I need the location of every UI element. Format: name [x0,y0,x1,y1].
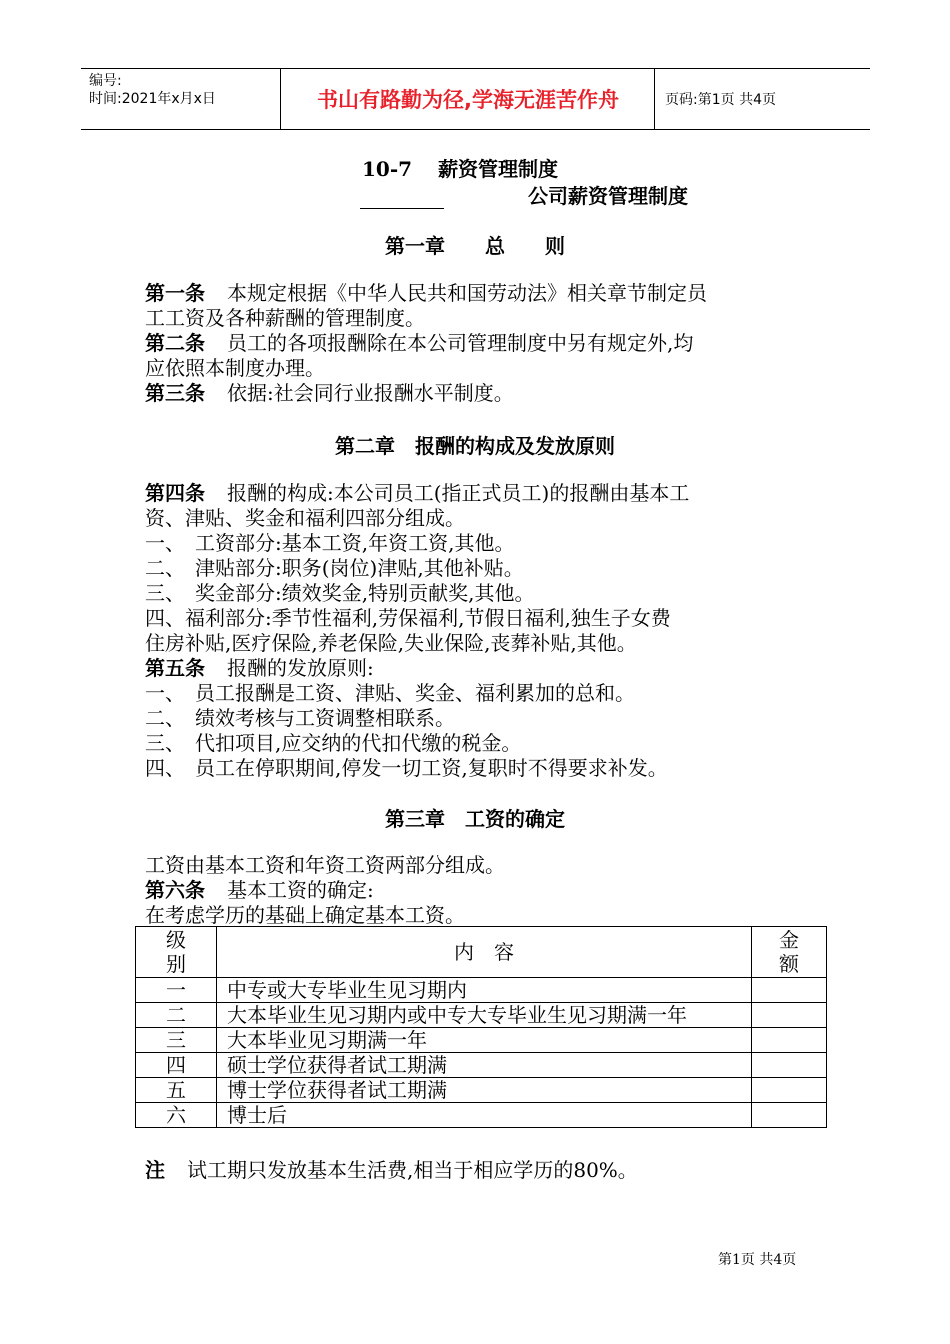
article-label: 第五条 [145,656,205,680]
table-row [136,1028,827,1053]
article-text: 员工的各项报酬除在本公司管理制度中另有规定外,均 [227,331,694,355]
content-cell: 博士后 [217,1103,752,1128]
article-text: 报酬的构成:本公司员工(指正式员工)的报酬由基本工 [227,481,690,505]
header-motto: 书山有路勤为径,学海无涯苦作舟 [282,69,655,129]
title-sub: 公司薪资管理制度 [528,184,688,208]
chapter-1-body [145,281,810,406]
chapter-1-heading: 第一章 总 则 [385,234,565,258]
list-item: 四、 员工在停职期间,停发一切工资,复职时不得要求补发。 [145,756,668,780]
title-main: 薪资管理制度 [438,157,559,181]
header-meta [81,69,281,129]
number-label: 编号: [89,73,122,89]
article-label: 第六条 [145,878,205,902]
list-item: 住房补贴,医疗保险,养老保险,失业保险,丧葬补贴,其他。 [145,631,637,655]
list-item: 二、 津贴部分:职务(岗位)津贴,其他补贴。 [145,556,524,580]
header-content: 内 容 [217,927,752,978]
header-level: 级 别 [136,927,217,978]
time-label: 时间:2021年x月x日 [89,91,216,107]
salary-table [135,926,827,1128]
note-label: 注 [145,1158,165,1182]
list-item: 一、 员工报酬是工资、津贴、奖金、福利累加的总和。 [145,681,635,705]
content-cell: 博士学位获得者试工期满 [217,1078,752,1103]
article-label: 第二条 [145,331,205,355]
amount-cell [752,1103,827,1128]
chapter-3-body [145,853,810,928]
table-header-row [136,927,827,978]
level-cell: 六 [136,1103,217,1128]
amount-cell [752,1053,827,1078]
article-label: 第一条 [145,281,205,305]
table-row [136,978,827,1003]
table-row [136,1053,827,1078]
level-cell: 五 [136,1078,217,1103]
article-text: 在考虑学历的基础上确定基本工资。 [145,903,465,927]
article-text: 基本工资的确定: [227,878,374,902]
table-row [136,1003,827,1028]
amount-cell [752,1028,827,1053]
article-text: 工工资及各种薪酬的管理制度。 [145,306,425,330]
level-cell: 三 [136,1028,217,1053]
list-item: 三、 代扣项目,应交纳的代扣代缴的税金。 [145,731,522,755]
article-label: 第三条 [145,381,205,405]
amount-cell [752,978,827,1003]
article-3 [145,381,810,406]
level-cell: 二 [136,1003,217,1028]
header-amount: 金 额 [752,927,827,978]
article-label: 第四条 [145,481,205,505]
document-title [362,153,558,182]
page-header [81,68,870,130]
list-item: 二、 绩效考核与工资调整相联系。 [145,706,455,730]
list-item: 一、 工资部分:基本工资,年资工资,其他。 [145,531,515,555]
chapter-2-body [145,481,810,781]
article-2 [145,331,810,381]
article-text: 资、津贴、奖金和福利四部分组成。 [145,506,465,530]
article-text: 报酬的发放原则: [227,656,374,680]
article-1 [145,281,810,331]
list-item: 三、 奖金部分:绩效奖金,特别贡献奖,其他。 [145,581,535,605]
content-cell: 大本毕业生见习期内或中专大专毕业生见习期满一年 [217,1003,752,1028]
level-cell: 一 [136,978,217,1003]
chapter-2-heading: 第二章 报酬的构成及发放原则 [335,434,615,458]
content-cell: 大本毕业见习期满一年 [217,1028,752,1053]
content-cell: 硕士学位获得者试工期满 [217,1053,752,1078]
table-row [136,1078,827,1103]
article-text: 本规定根据《中华人民共和国劳动法》相关章节制定员 [227,281,707,305]
header-page-label: 页码:第1页 共4页 [665,92,776,108]
table-row [136,1103,827,1128]
chapter-3-heading: 第三章 工资的确定 [385,807,565,831]
company-name-blank [360,186,444,209]
amount-cell [752,1003,827,1028]
chapter-intro: 工资由基本工资和年资工资两部分组成。 [145,853,505,877]
list-item: 四、福利部分:季节性福利,劳保福利,节假日福利,独生子女费 [145,606,671,630]
title-number: 10-7 [362,157,413,181]
article-text: 应依照本制度办理。 [145,356,325,380]
content-cell: 中专或大专毕业生见习期内 [217,978,752,1003]
table-note [145,1158,810,1183]
page-footer: 第1页 共4页 [718,1252,797,1268]
article-text: 依据:社会同行业报酬水平制度。 [227,381,514,405]
level-cell: 四 [136,1053,217,1078]
amount-cell [752,1078,827,1103]
note-text: 试工期只发放基本生活费,相当于相应学历的80%。 [187,1158,638,1182]
document-subtitle [360,180,688,209]
